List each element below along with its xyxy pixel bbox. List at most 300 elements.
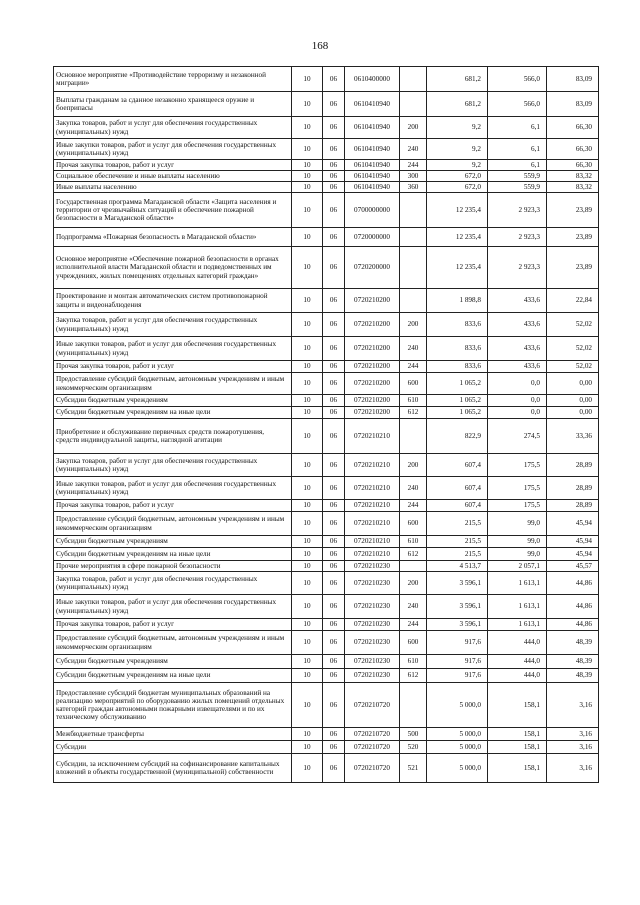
cell-target-article: 0720210230 [345, 572, 400, 595]
table-row [54, 182, 599, 193]
cell-target-article: 0720210200 [345, 289, 400, 313]
cell-expense-type: 200 [400, 572, 427, 595]
cell-expense-type: 610 [400, 395, 427, 407]
cell-planned: 917,6 [427, 655, 488, 669]
cell-expense-type: 244 [400, 500, 427, 512]
cell-planned: 5 000,0 [427, 728, 488, 741]
cell-target-article: 0720210210 [345, 477, 400, 500]
cell-section: 10 [292, 536, 323, 548]
cell-percent: 45,94 [547, 548, 599, 561]
table-body [54, 67, 599, 783]
cell-target-article: 0720210200 [345, 337, 400, 361]
cell-expense-type: 610 [400, 536, 427, 548]
cell-planned: 3 596,1 [427, 572, 488, 595]
cell-planned: 5 000,0 [427, 683, 488, 728]
cell-planned: 607,4 [427, 500, 488, 512]
cell-subsection: 06 [323, 572, 345, 595]
cell-executed: 433,6 [488, 361, 547, 373]
cell-section: 10 [292, 754, 323, 783]
cell-percent: 52,02 [547, 337, 599, 361]
cell-target-article: 0720210200 [345, 395, 400, 407]
cell-name: Государственная программа Магаданской области «Защита населения и территории от чрезвычайных ситуаций и обеспечение пожарной безопасности в Магаданской области» [54, 193, 292, 228]
cell-executed: 2 923,3 [488, 193, 547, 228]
cell-name: Субсидии бюджетным учреждениям на иные цели [54, 407, 292, 419]
cell-planned: 917,6 [427, 669, 488, 683]
cell-expense-type: 200 [400, 454, 427, 477]
cell-section: 10 [292, 683, 323, 728]
cell-planned: 1 065,2 [427, 407, 488, 419]
cell-name: Субсидии бюджетным учреждениям на иные цели [54, 548, 292, 561]
cell-name: Основное мероприятие «Противодействие терроризму и незаконной миграции» [54, 67, 292, 92]
cell-name: Приобретение и обслуживание первичных средств пожаротушения, средств индивидуальной защиты, наглядной агитации [54, 419, 292, 454]
cell-section: 10 [292, 361, 323, 373]
cell-target-article: 0720000000 [345, 228, 400, 247]
cell-target-article: 0720200000 [345, 247, 400, 289]
cell-percent: 3,16 [547, 683, 599, 728]
cell-target-article: 0610410940 [345, 182, 400, 193]
cell-subsection: 06 [323, 117, 345, 139]
cell-subsection: 06 [323, 247, 345, 289]
cell-name: Закупка товаров, работ и услуг для обеспечения государственных (муниципальных) нужд [54, 117, 292, 139]
cell-section: 10 [292, 92, 323, 117]
cell-planned: 833,6 [427, 313, 488, 337]
cell-executed: 559,9 [488, 182, 547, 193]
cell-planned: 833,6 [427, 337, 488, 361]
cell-section: 10 [292, 193, 323, 228]
cell-percent: 52,02 [547, 361, 599, 373]
cell-expense-type: 200 [400, 117, 427, 139]
cell-percent: 28,89 [547, 477, 599, 500]
table-row [54, 337, 599, 361]
cell-expense-type: 240 [400, 595, 427, 619]
cell-percent: 44,86 [547, 595, 599, 619]
cell-subsection: 06 [323, 92, 345, 117]
cell-expense-type [400, 92, 427, 117]
table-row [54, 407, 599, 419]
cell-section: 10 [292, 407, 323, 419]
cell-executed: 175,5 [488, 454, 547, 477]
cell-executed: 6,1 [488, 160, 547, 171]
cell-percent: 23,89 [547, 228, 599, 247]
cell-expense-type: 240 [400, 337, 427, 361]
cell-section: 10 [292, 228, 323, 247]
cell-percent: 23,89 [547, 193, 599, 228]
cell-planned: 5 000,0 [427, 741, 488, 754]
cell-section: 10 [292, 117, 323, 139]
cell-section: 10 [292, 313, 323, 337]
cell-section: 10 [292, 182, 323, 193]
cell-target-article: 0720210210 [345, 419, 400, 454]
cell-percent: 23,89 [547, 247, 599, 289]
cell-expense-type [400, 193, 427, 228]
cell-percent: 0,00 [547, 407, 599, 419]
cell-subsection: 06 [323, 160, 345, 171]
cell-name: Закупка товаров, работ и услуг для обеспечения государственных (муниципальных) нужд [54, 313, 292, 337]
cell-executed: 566,0 [488, 67, 547, 92]
cell-name: Субсидии бюджетным учреждениям [54, 655, 292, 669]
cell-name: Предоставление субсидий бюджетным, автономным учреждениям и иным некоммерческим организациям [54, 373, 292, 395]
cell-percent: 45,94 [547, 512, 599, 536]
cell-planned: 12 235,4 [427, 228, 488, 247]
cell-planned: 672,0 [427, 171, 488, 182]
cell-section: 10 [292, 160, 323, 171]
cell-planned: 1 065,2 [427, 373, 488, 395]
cell-section: 10 [292, 373, 323, 395]
cell-name: Подпрограмма «Пожарная безопасность в Магаданской области» [54, 228, 292, 247]
cell-section: 10 [292, 728, 323, 741]
cell-executed: 444,0 [488, 631, 547, 655]
cell-name: Прочая закупка товаров, работ и услуг [54, 160, 292, 171]
cell-percent: 66,30 [547, 160, 599, 171]
cell-percent: 44,86 [547, 572, 599, 595]
cell-expense-type: 240 [400, 477, 427, 500]
cell-expense-type [400, 228, 427, 247]
cell-name: Закупка товаров, работ и услуг для обеспечения государственных (муниципальных) нужд [54, 572, 292, 595]
table-row [54, 160, 599, 171]
cell-section: 10 [292, 67, 323, 92]
table-row [54, 655, 599, 669]
cell-planned: 822,9 [427, 419, 488, 454]
cell-name: Предоставление субсидий бюджетным, автономным учреждениям и иным некоммерческим организациям [54, 512, 292, 536]
cell-target-article: 0720210230 [345, 655, 400, 669]
cell-percent: 83,09 [547, 67, 599, 92]
cell-name: Выплаты гражданам за сданное незаконно хранящееся оружие и боеприпасы [54, 92, 292, 117]
cell-subsection: 06 [323, 395, 345, 407]
cell-target-article: 0720210210 [345, 454, 400, 477]
cell-percent: 83,32 [547, 171, 599, 182]
cell-target-article: 0720210200 [345, 373, 400, 395]
cell-executed: 175,5 [488, 477, 547, 500]
cell-planned: 672,0 [427, 182, 488, 193]
table-row [54, 92, 599, 117]
table-row [54, 500, 599, 512]
cell-planned: 917,6 [427, 631, 488, 655]
cell-section: 10 [292, 548, 323, 561]
cell-expense-type: 600 [400, 373, 427, 395]
table-row [54, 454, 599, 477]
cell-target-article: 0720210230 [345, 561, 400, 572]
cell-section: 10 [292, 741, 323, 754]
cell-expense-type: 244 [400, 361, 427, 373]
cell-executed: 433,6 [488, 313, 547, 337]
table-row [54, 572, 599, 595]
cell-executed: 1 613,1 [488, 619, 547, 631]
table-row [54, 754, 599, 783]
cell-expense-type: 612 [400, 548, 427, 561]
cell-section: 10 [292, 669, 323, 683]
cell-expense-type: 612 [400, 407, 427, 419]
table-row [54, 619, 599, 631]
cell-executed: 99,0 [488, 536, 547, 548]
table-row [54, 67, 599, 92]
table-row [54, 193, 599, 228]
table-row [54, 669, 599, 683]
cell-name: Субсидии бюджетным учреждениям на иные цели [54, 669, 292, 683]
cell-target-article: 0720210230 [345, 595, 400, 619]
table-row [54, 683, 599, 728]
cell-section: 10 [292, 247, 323, 289]
cell-executed: 158,1 [488, 728, 547, 741]
cell-name: Прочая закупка товаров, работ и услуг [54, 619, 292, 631]
cell-planned: 1 898,8 [427, 289, 488, 313]
cell-target-article: 0720210200 [345, 361, 400, 373]
cell-subsection: 06 [323, 228, 345, 247]
cell-name: Иные закупки товаров, работ и услуг для обеспечения государственных (муниципальных) нужд [54, 337, 292, 361]
cell-name: Закупка товаров, работ и услуг для обеспечения государственных (муниципальных) нужд [54, 454, 292, 477]
cell-percent: 48,39 [547, 669, 599, 683]
cell-executed: 158,1 [488, 754, 547, 783]
cell-planned: 215,5 [427, 536, 488, 548]
cell-subsection: 06 [323, 289, 345, 313]
cell-executed: 2 057,1 [488, 561, 547, 572]
cell-subsection: 06 [323, 193, 345, 228]
cell-subsection: 06 [323, 536, 345, 548]
cell-subsection: 06 [323, 595, 345, 619]
cell-name: Иные выплаты населению [54, 182, 292, 193]
cell-section: 10 [292, 619, 323, 631]
cell-subsection: 06 [323, 477, 345, 500]
cell-planned: 1 065,2 [427, 395, 488, 407]
table-row [54, 512, 599, 536]
cell-section: 10 [292, 477, 323, 500]
cell-executed: 6,1 [488, 117, 547, 139]
cell-percent: 83,32 [547, 182, 599, 193]
table-row [54, 228, 599, 247]
cell-planned: 607,4 [427, 477, 488, 500]
cell-section: 10 [292, 171, 323, 182]
cell-expense-type [400, 289, 427, 313]
cell-section: 10 [292, 139, 323, 160]
cell-section: 10 [292, 512, 323, 536]
table-row [54, 631, 599, 655]
cell-executed: 2 923,3 [488, 247, 547, 289]
cell-planned: 3 596,1 [427, 595, 488, 619]
cell-planned: 9,2 [427, 139, 488, 160]
cell-expense-type [400, 67, 427, 92]
cell-section: 10 [292, 631, 323, 655]
cell-planned: 215,5 [427, 512, 488, 536]
cell-expense-type: 612 [400, 669, 427, 683]
table-row [54, 728, 599, 741]
cell-target-article: 0610410940 [345, 160, 400, 171]
cell-executed: 444,0 [488, 655, 547, 669]
table-row [54, 139, 599, 160]
table-row [54, 741, 599, 754]
cell-section: 10 [292, 595, 323, 619]
cell-executed: 6,1 [488, 139, 547, 160]
cell-planned: 681,2 [427, 92, 488, 117]
cell-executed: 559,9 [488, 171, 547, 182]
cell-subsection: 06 [323, 373, 345, 395]
cell-planned: 3 596,1 [427, 619, 488, 631]
cell-subsection: 06 [323, 512, 345, 536]
cell-section: 10 [292, 454, 323, 477]
cell-percent: 83,09 [547, 92, 599, 117]
cell-target-article: 0700000000 [345, 193, 400, 228]
cell-subsection: 06 [323, 139, 345, 160]
cell-subsection: 06 [323, 419, 345, 454]
cell-section: 10 [292, 395, 323, 407]
cell-subsection: 06 [323, 67, 345, 92]
cell-subsection: 06 [323, 669, 345, 683]
cell-target-article: 0720210200 [345, 407, 400, 419]
table-row [54, 548, 599, 561]
cell-percent: 22,84 [547, 289, 599, 313]
cell-expense-type [400, 561, 427, 572]
cell-subsection: 06 [323, 313, 345, 337]
cell-name: Предоставление субсидий бюджетным, автономным учреждениям и иным некоммерческим организациям [54, 631, 292, 655]
cell-subsection: 06 [323, 407, 345, 419]
cell-executed: 433,6 [488, 337, 547, 361]
cell-subsection: 06 [323, 683, 345, 728]
cell-target-article: 0720210200 [345, 313, 400, 337]
cell-percent: 0,00 [547, 395, 599, 407]
cell-section: 10 [292, 337, 323, 361]
cell-name: Иные закупки товаров, работ и услуг для обеспечения государственных (муниципальных) нужд [54, 477, 292, 500]
cell-executed: 566,0 [488, 92, 547, 117]
cell-expense-type: 244 [400, 619, 427, 631]
cell-section: 10 [292, 561, 323, 572]
cell-subsection: 06 [323, 631, 345, 655]
cell-planned: 12 235,4 [427, 247, 488, 289]
cell-expense-type: 610 [400, 655, 427, 669]
cell-name: Основное мероприятие «Обеспечение пожарной безопасности в органах исполнительной власти Магаданской области и подведомственных им учреждениях, жилых помещениях отдельных категорий граждан» [54, 247, 292, 289]
cell-target-article: 0610400000 [345, 67, 400, 92]
cell-executed: 274,5 [488, 419, 547, 454]
cell-target-article: 0720210230 [345, 631, 400, 655]
cell-target-article: 0720210720 [345, 683, 400, 728]
cell-name: Проектирование и монтаж автоматических систем противопожарной защиты и видеонаблюдения [54, 289, 292, 313]
cell-expense-type: 500 [400, 728, 427, 741]
cell-percent: 28,89 [547, 500, 599, 512]
table-row [54, 419, 599, 454]
table-row [54, 171, 599, 182]
cell-target-article: 0610410940 [345, 92, 400, 117]
cell-subsection: 06 [323, 182, 345, 193]
cell-subsection: 06 [323, 454, 345, 477]
cell-name: Иные закупки товаров, работ и услуг для обеспечения государственных (муниципальных) нужд [54, 139, 292, 160]
cell-percent: 28,89 [547, 454, 599, 477]
cell-percent: 33,36 [547, 419, 599, 454]
cell-expense-type: 600 [400, 512, 427, 536]
cell-executed: 0,0 [488, 395, 547, 407]
cell-expense-type: 240 [400, 139, 427, 160]
cell-target-article: 0720210210 [345, 512, 400, 536]
cell-executed: 1 613,1 [488, 572, 547, 595]
cell-executed: 175,5 [488, 500, 547, 512]
cell-target-article: 0720210230 [345, 619, 400, 631]
cell-planned: 833,6 [427, 361, 488, 373]
cell-target-article: 0720210720 [345, 728, 400, 741]
table-row [54, 477, 599, 500]
table-row [54, 373, 599, 395]
cell-expense-type: 521 [400, 754, 427, 783]
cell-subsection: 06 [323, 171, 345, 182]
cell-name: Субсидии, за исключением субсидий на софинансирование капитальных вложений в объекты государственной (муниципальной) собственности [54, 754, 292, 783]
cell-percent: 3,16 [547, 754, 599, 783]
table-row [54, 289, 599, 313]
cell-name: Предоставление субсидий бюджетам муниципальных образований на реализацию мероприятий по оборудованию жилых помещений отдельных категорий граждан автономными пожарными извещателями и по их техническому обслуживанию [54, 683, 292, 728]
cell-target-article: 0720210230 [345, 669, 400, 683]
cell-executed: 444,0 [488, 669, 547, 683]
cell-percent: 0,00 [547, 373, 599, 395]
cell-percent: 48,39 [547, 631, 599, 655]
cell-subsection: 06 [323, 500, 345, 512]
cell-percent: 48,39 [547, 655, 599, 669]
cell-percent: 3,16 [547, 728, 599, 741]
cell-executed: 158,1 [488, 683, 547, 728]
cell-name: Прочая закупка товаров, работ и услуг [54, 361, 292, 373]
cell-target-article: 0720210210 [345, 500, 400, 512]
cell-expense-type: 600 [400, 631, 427, 655]
cell-name: Межбюджетные трансферты [54, 728, 292, 741]
cell-expense-type: 200 [400, 313, 427, 337]
cell-executed: 1 613,1 [488, 595, 547, 619]
cell-planned: 681,2 [427, 67, 488, 92]
cell-name: Прочая закупка товаров, работ и услуг [54, 500, 292, 512]
cell-subsection: 06 [323, 754, 345, 783]
cell-target-article: 0720210210 [345, 548, 400, 561]
cell-subsection: 06 [323, 728, 345, 741]
cell-percent: 45,94 [547, 536, 599, 548]
cell-expense-type: 360 [400, 182, 427, 193]
cell-expense-type [400, 683, 427, 728]
cell-target-article: 0610410940 [345, 117, 400, 139]
cell-executed: 99,0 [488, 548, 547, 561]
cell-subsection: 06 [323, 361, 345, 373]
cell-target-article: 0610410940 [345, 171, 400, 182]
cell-percent: 45,57 [547, 561, 599, 572]
cell-expense-type: 244 [400, 160, 427, 171]
table-row [54, 561, 599, 572]
cell-executed: 0,0 [488, 407, 547, 419]
cell-executed: 433,6 [488, 289, 547, 313]
cell-target-article: 0610410940 [345, 139, 400, 160]
cell-name: Иные закупки товаров, работ и услуг для обеспечения государственных (муниципальных) нужд [54, 595, 292, 619]
cell-percent: 44,86 [547, 619, 599, 631]
cell-name: Прочие мероприятия в сфере пожарной безопасности [54, 561, 292, 572]
cell-name: Субсидии бюджетным учреждениям [54, 395, 292, 407]
table-row [54, 247, 599, 289]
cell-planned: 12 235,4 [427, 193, 488, 228]
cell-expense-type [400, 419, 427, 454]
cell-executed: 0,0 [488, 373, 547, 395]
cell-expense-type [400, 247, 427, 289]
table-row [54, 395, 599, 407]
cell-subsection: 06 [323, 741, 345, 754]
cell-section: 10 [292, 655, 323, 669]
cell-subsection: 06 [323, 548, 345, 561]
cell-name: Социальное обеспечение и иные выплаты населению [54, 171, 292, 182]
cell-subsection: 06 [323, 655, 345, 669]
cell-subsection: 06 [323, 619, 345, 631]
cell-percent: 3,16 [547, 741, 599, 754]
table-row [54, 536, 599, 548]
cell-section: 10 [292, 572, 323, 595]
cell-percent: 52,02 [547, 313, 599, 337]
cell-section: 10 [292, 500, 323, 512]
table-row [54, 595, 599, 619]
cell-executed: 2 923,3 [488, 228, 547, 247]
cell-target-article: 0720210720 [345, 741, 400, 754]
cell-target-article: 0720210720 [345, 754, 400, 783]
cell-planned: 9,2 [427, 117, 488, 139]
page-number: 168 [311, 40, 329, 52]
cell-target-article: 0720210210 [345, 536, 400, 548]
cell-planned: 9,2 [427, 160, 488, 171]
cell-planned: 4 513,7 [427, 561, 488, 572]
table-row [54, 361, 599, 373]
